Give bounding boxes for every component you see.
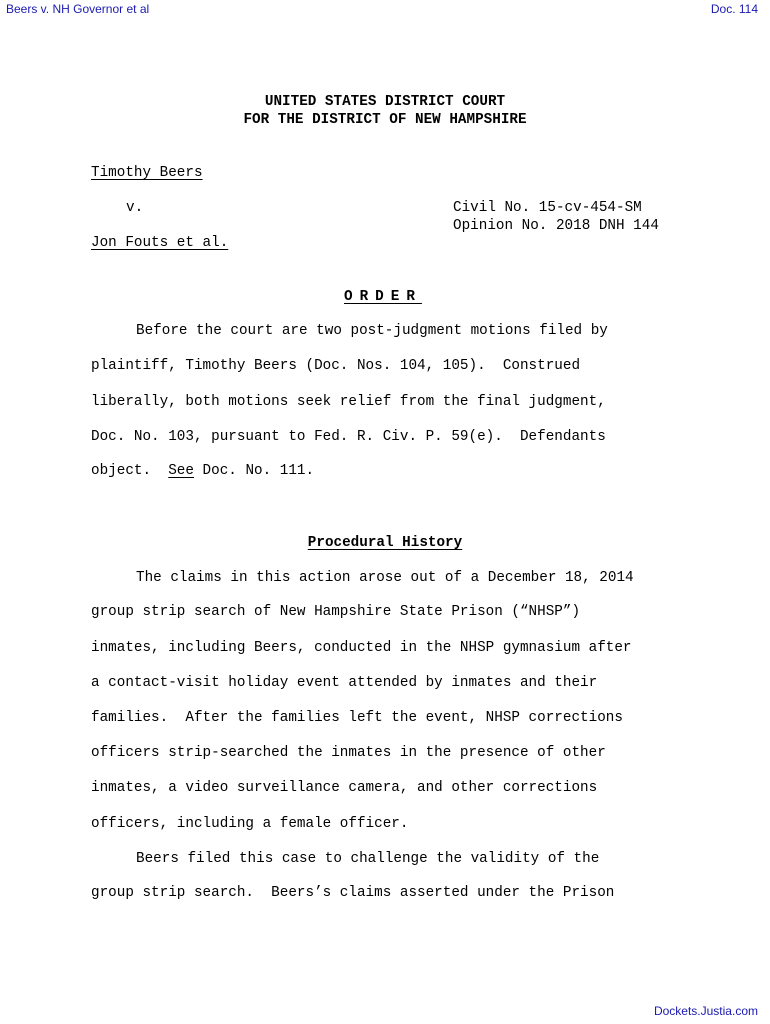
para1-line-5: families. After the families left the event, NHSP corrections: [91, 710, 623, 726]
court-district: FOR THE DISTRICT OF NEW HAMPSHIRE: [243, 112, 527, 128]
court-name: UNITED STATES DISTRICT COURT: [264, 94, 506, 110]
plaintiff-name: Timothy Beers: [91, 165, 203, 181]
opinion-number: Opinion No. 2018 DNH 144: [453, 218, 659, 234]
intro-line-1: Before the court are two post-judgment motions filed by: [136, 323, 608, 339]
intro-last-post: Doc. No. 111.: [193, 463, 315, 479]
see-signal: See: [168, 463, 194, 479]
doc-number-link[interactable]: Doc. 114: [710, 2, 758, 16]
case-title-link[interactable]: Beers v. NH Governor et al: [6, 2, 150, 16]
para1-line-8: officers, including a female officer.: [91, 816, 409, 832]
intro-last-pre: object.: [91, 463, 169, 479]
defendant-name: Jon Fouts et al.: [91, 235, 229, 251]
civil-number: Civil No. 15-cv-454-SM: [453, 200, 642, 216]
order-title: ORDER: [344, 289, 422, 305]
para1-line-1: The claims in this action arose out of a December 18, 2014: [136, 570, 634, 586]
section-heading: Procedural History: [307, 535, 463, 551]
para1-line-6: officers strip-searched the inmates in the presence of other: [91, 745, 606, 761]
para1-line-3: inmates, including Beers, conducted in the NHSP gymnasium after: [91, 640, 632, 656]
para1-line-7: inmates, a video surveillance camera, and other corrections: [91, 780, 598, 796]
para2-line-2: group strip search. Beers’s claims asserted under the Prison: [91, 885, 615, 901]
intro-line-3: liberally, both motions seek relief from the final judgment,: [91, 394, 606, 410]
intro-line-5: [91, 462, 314, 480]
para1-line-4: a contact-visit holiday event attended by inmates and their: [91, 675, 598, 691]
intro-line-4: Doc. No. 103, pursuant to Fed. R. Civ. P. 59(e). Defendants: [91, 429, 606, 445]
para1-line-2: group strip search of New Hampshire State Prison (“NHSP”): [91, 604, 581, 620]
para2-line-1: Beers filed this case to challenge the validity of the: [136, 851, 600, 867]
justia-source-link[interactable]: Dockets.Justia.com: [653, 1004, 758, 1018]
versus: v.: [126, 200, 144, 216]
intro-line-2: plaintiff, Timothy Beers (Doc. Nos. 104, 105). Construed: [91, 358, 581, 374]
